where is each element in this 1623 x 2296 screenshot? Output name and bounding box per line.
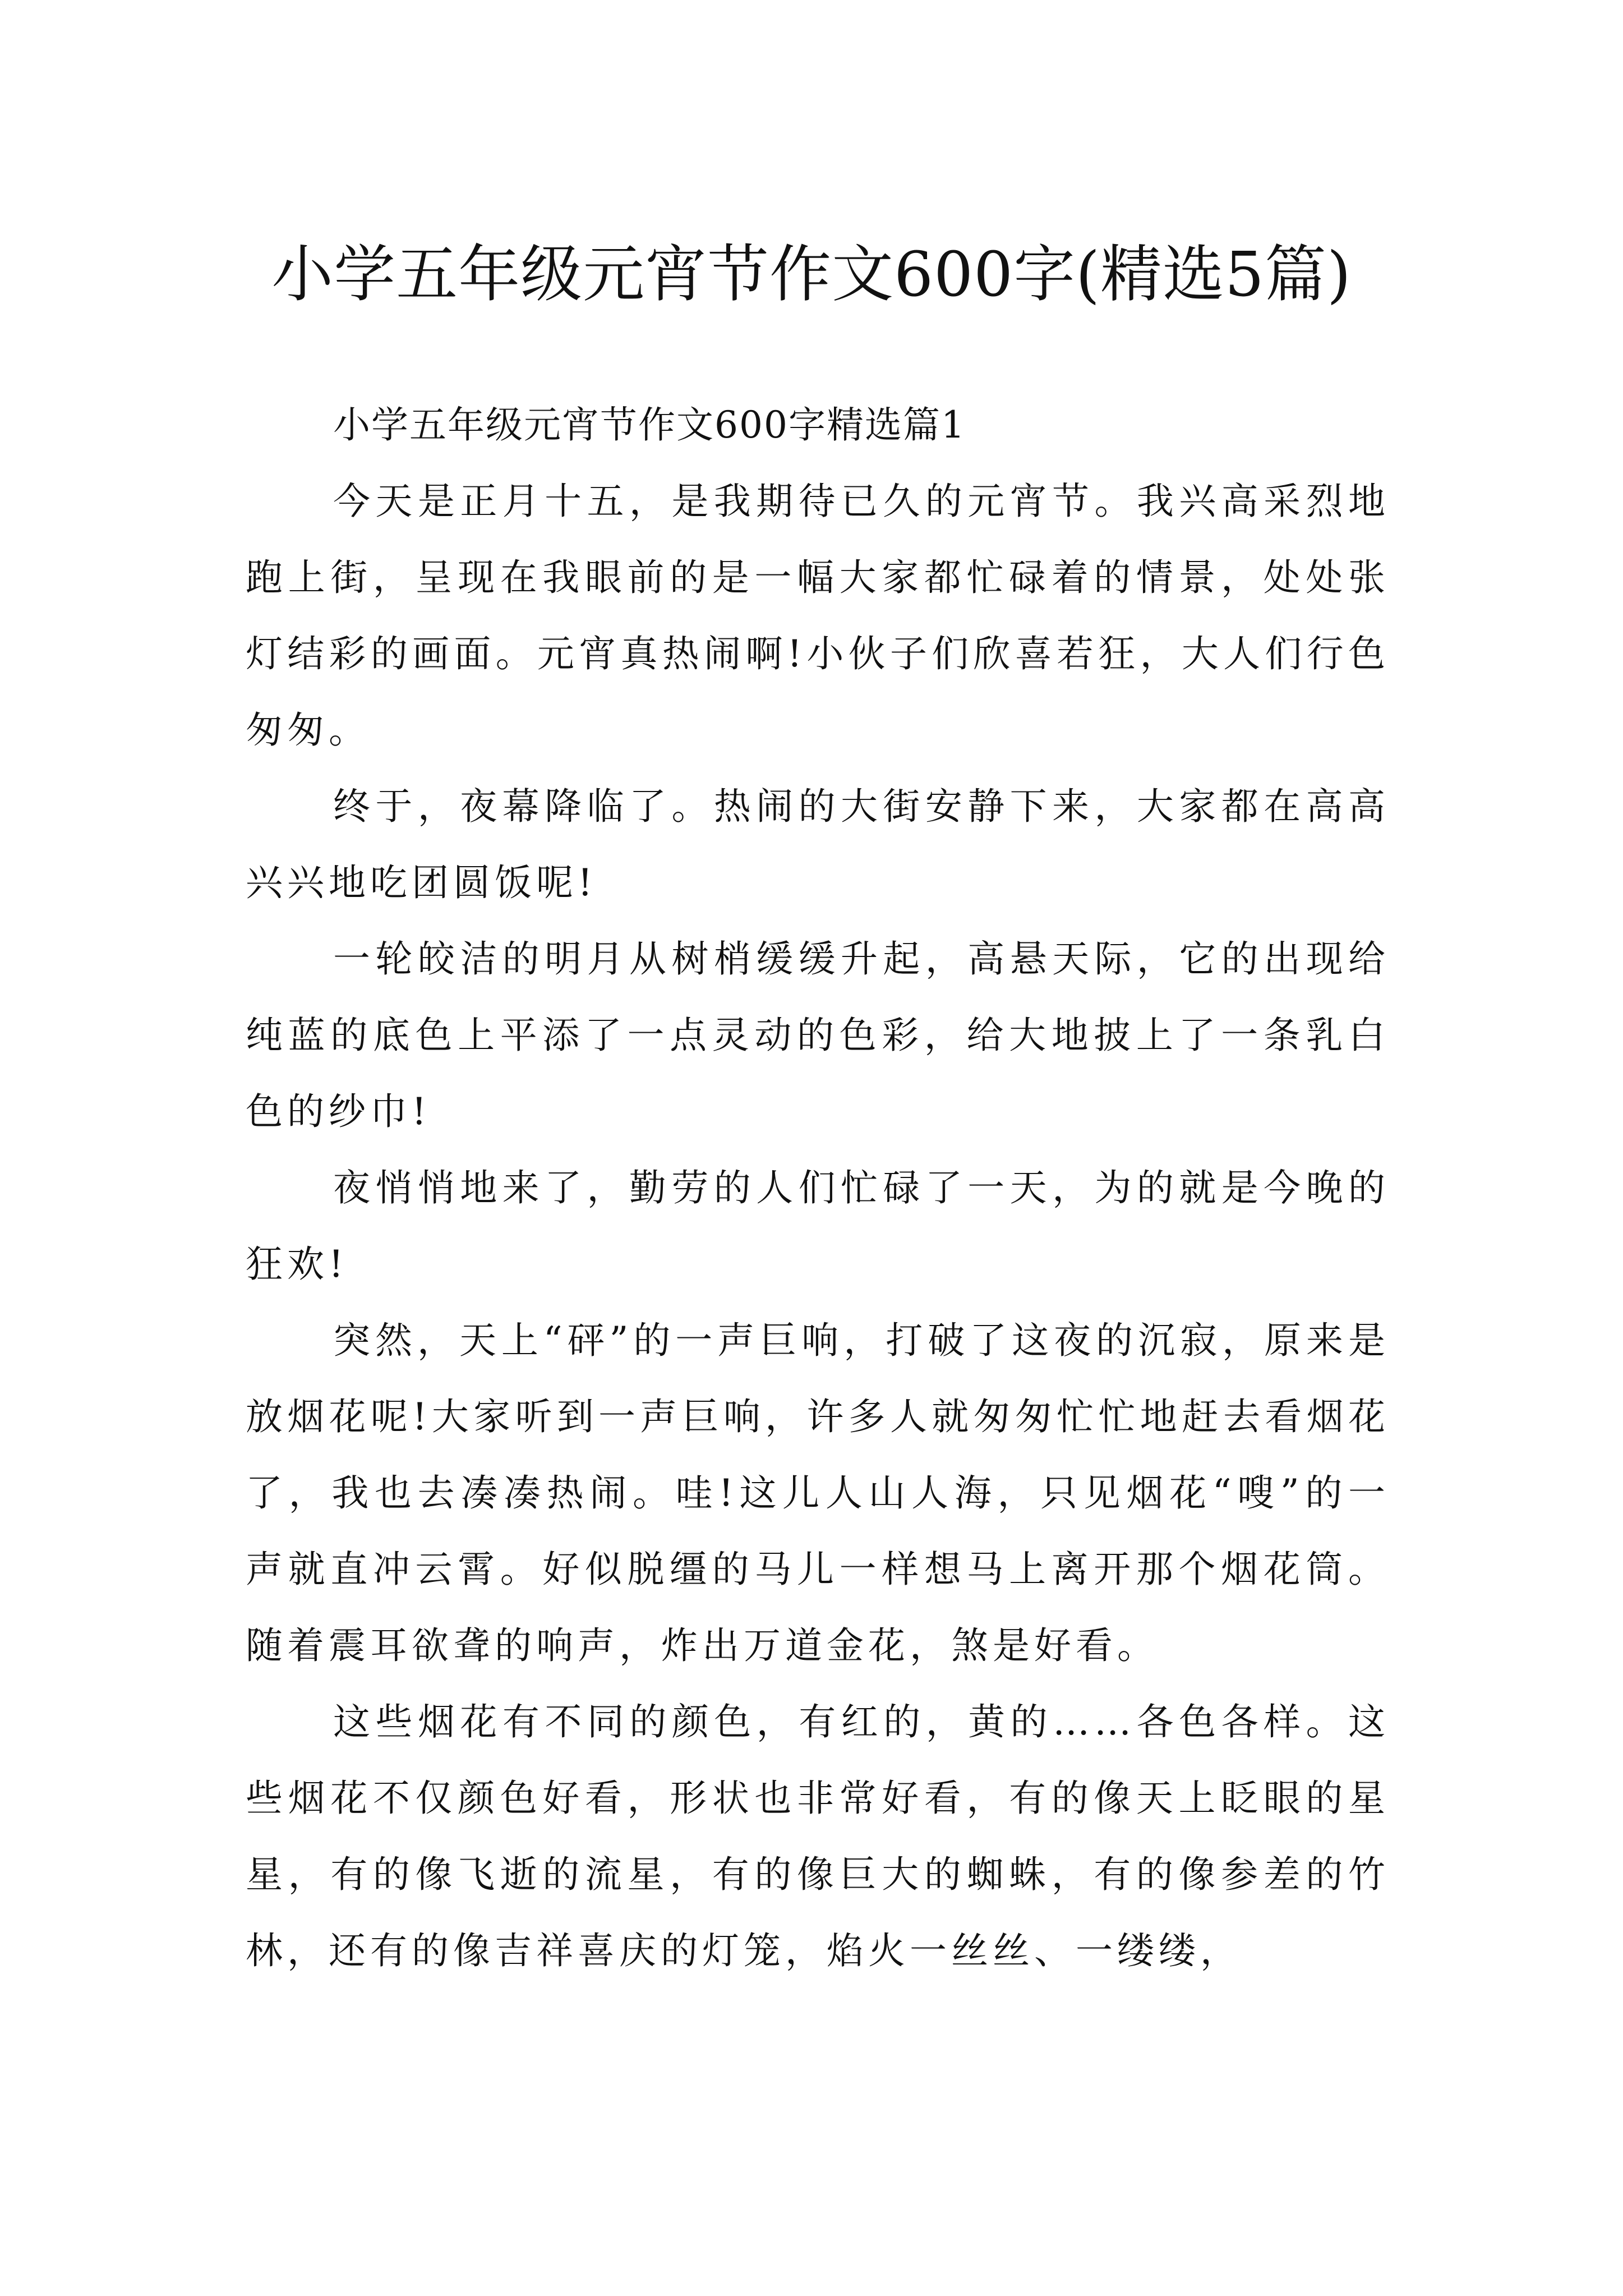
paragraph: 这些烟花有不同的颜色，有红的，黄的……各色各样。这些烟花不仅颜色好看，形状也非常好看，有的像天上眨眼的星星，有的像飞逝的流星，有的像巨大的蜘蛛，有的像参差的竹林，还有的像吉祥喜庆的灯笼，焰火一丝丝、一缕缕，	[246, 1700, 1390, 1972]
paragraph: 今天是正月十五，是我期待已久的元宵节。我兴高采烈地跑上街，呈现在我眼前的是一幅大家都忙碌着的情景，处处张灯结彩的画面。元宵真热闹啊!小伙子们欣喜若狂，大人们行色匆匆。	[246, 480, 1390, 752]
paragraph: 一轮皎洁的明月从树梢缓缓升起，高悬天际，它的出现给纯蓝的底色上平添了一点灵动的色彩，给大地披上了一条乳白色的纱巾!	[246, 937, 1390, 1133]
section-heading: 小学五年级元宵节作文600字精选篇1	[333, 403, 966, 447]
document-title: 小学五年级元宵节作文600字(精选5篇)	[271, 238, 1352, 310]
paragraph: 突然，天上“砰”的一声巨响，打破了这夜的沉寂，原来是放烟花呢!大家听到一声巨响，许多人就匆匆忙忙地赶去看烟花了，我也去凑凑热闹。哇!这儿人山人海，只见烟花“嗖”的一声就直冲云霄。好似脱缰的马儿一样想马上离开那个烟花筒。随着震耳欲聋的响声，炸出万道金花，煞是好看。	[246, 1319, 1390, 1667]
paragraph: 夜悄悄地来了，勤劳的人们忙碌了一天，为的就是今晚的狂欢!	[246, 1166, 1390, 1286]
document-body	[246, 387, 1390, 1989]
paragraph: 终于，夜幕降临了。热闹的大街安静下来，大家都在高高兴兴地吃团圆饭呢!	[246, 785, 1390, 904]
